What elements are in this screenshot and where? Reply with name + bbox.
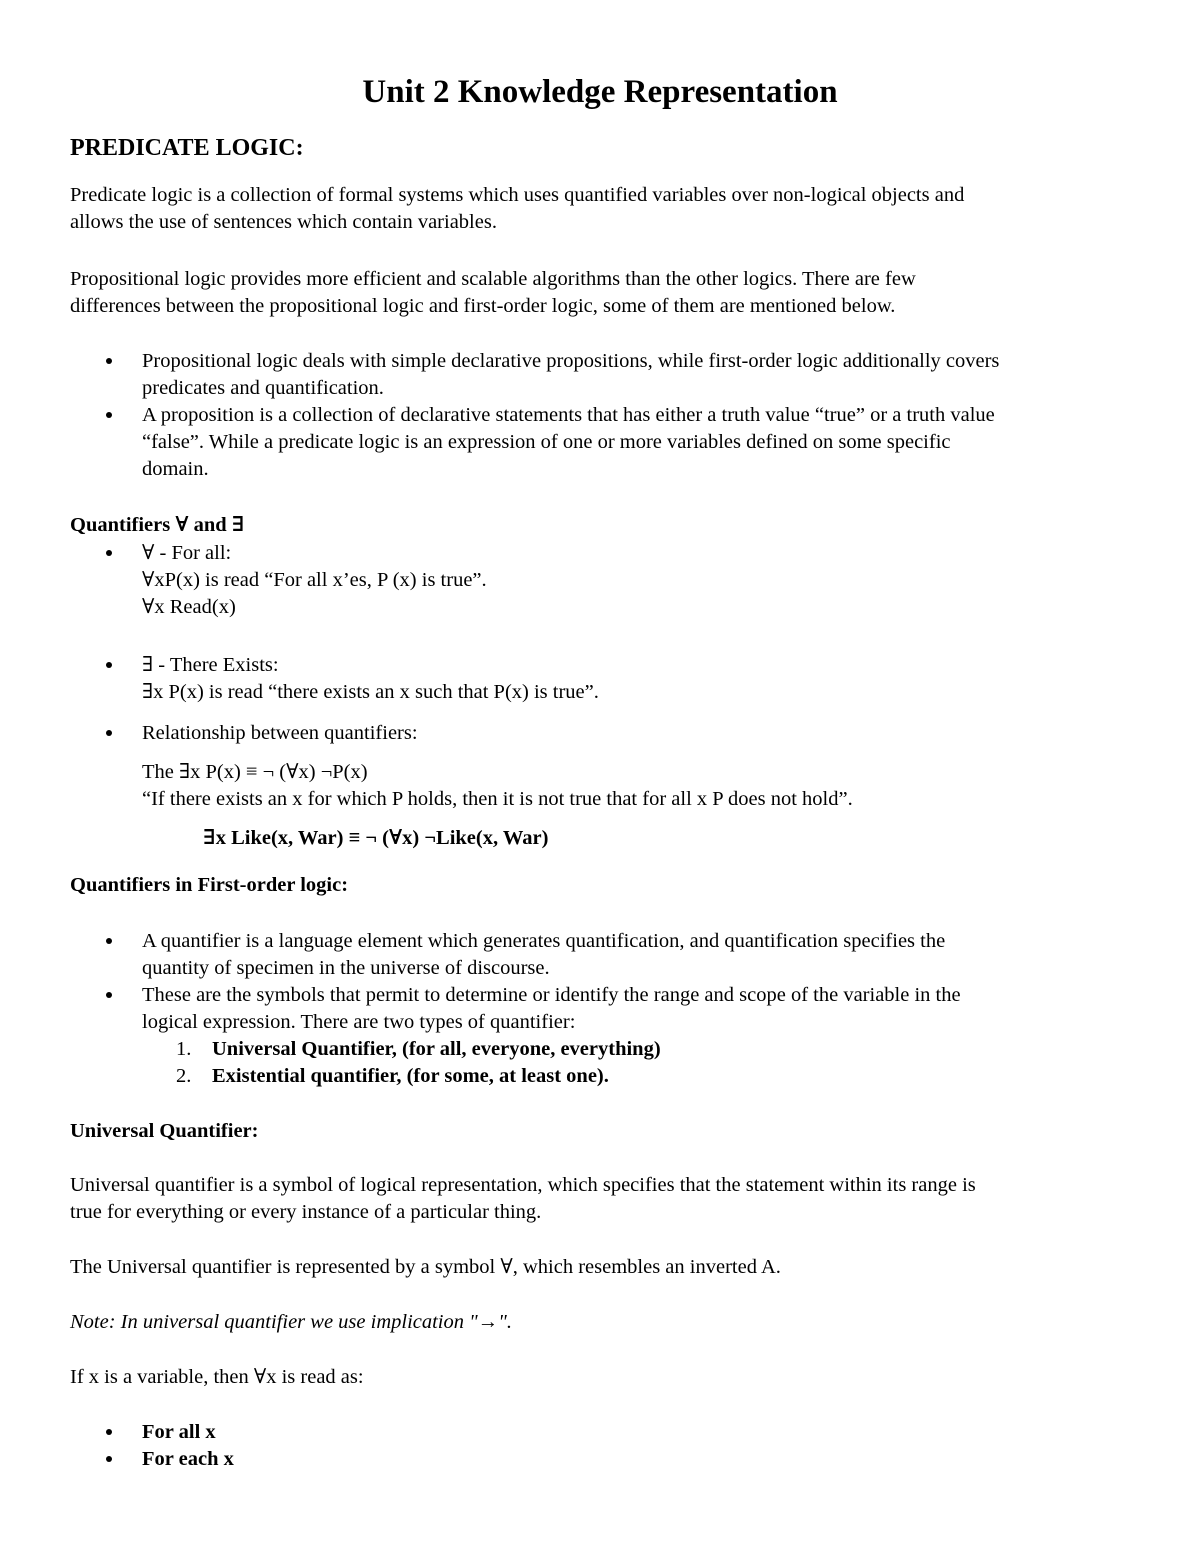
list-item-for-each-x: For each x (142, 1448, 234, 1470)
list-item-line: predicates and quantification. (142, 377, 384, 399)
bullet-dot (106, 550, 112, 556)
bullet-dot (106, 412, 112, 418)
section-heading-quantifiers: Quantifiers ∀ and ∃ (70, 514, 245, 536)
forall-line: ∀xP(x) is read “For all x’es, P (x) is true”. (142, 569, 487, 591)
list-item-line: domain. (142, 458, 209, 480)
paragraph-line: Predicate logic is a collection of formal systems which uses quantified variables over non-logical objects and (70, 184, 965, 206)
bullet-dot (106, 992, 112, 998)
bullet-dot (106, 1429, 112, 1435)
forall-label: ∀ - For all: (142, 542, 232, 564)
paragraph-line: differences between the propositional logic and first-order logic, some of them are mentioned below. (70, 295, 896, 317)
bullet-dot (106, 1456, 112, 1462)
bullet-dot (106, 358, 112, 364)
relationship-formula: ∃x Like(x, War) ≡ ¬ (∀x) ¬Like(x, War) (203, 827, 549, 849)
bullet-dot (106, 730, 112, 736)
paragraph-line: Propositional logic provides more efficient and scalable algorithms than the other logics. There are few (70, 268, 916, 290)
section-heading-fol-quantifiers: Quantifiers in First-order logic: (70, 874, 349, 896)
numbered-item-text: Universal Quantifier, (for all, everyone, everything) (212, 1038, 661, 1060)
forall-line: ∀x Read(x) (142, 596, 236, 618)
paragraph-line: true for everything or every instance of a particular thing. (70, 1201, 542, 1223)
relationship-label: Relationship between quantifiers: (142, 722, 418, 744)
numbered-item-number: 1. (176, 1038, 192, 1060)
note-line: Note: In universal quantifier we use implication "→". (70, 1311, 512, 1333)
section-heading-predicate-logic: PREDICATE LOGIC: (70, 135, 304, 161)
list-item-line: Propositional logic deals with simple declarative propositions, while first-order logic additionally covers (142, 350, 1000, 372)
paragraph-line: allows the use of sentences which contain variables. (70, 211, 497, 233)
list-item-line: “false”. While a predicate logic is an expression of one or more variables defined on some specific (142, 431, 951, 453)
list-item-for-all-x: For all x (142, 1421, 216, 1443)
exists-label: ∃ - There Exists: (142, 654, 279, 676)
numbered-item-text: Existential quantifier, (for some, at least one). (212, 1065, 609, 1087)
paragraph-line: If x is a variable, then ∀x is read as: (70, 1366, 364, 1388)
numbered-item-number: 2. (176, 1065, 192, 1087)
list-item-line: These are the symbols that permit to determine or identify the range and scope of the variable in the (142, 984, 961, 1006)
section-heading-universal-quantifier: Universal Quantifier: (70, 1120, 259, 1142)
paragraph-line: Universal quantifier is a symbol of logical representation, which specifies that the statement within its range is (70, 1174, 976, 1196)
list-item-line: logical expression. There are two types of quantifier: (142, 1011, 576, 1033)
exists-line: ∃x P(x) is read “there exists an x such that P(x) is true”. (142, 681, 599, 703)
bullet-dot (106, 938, 112, 944)
list-item-line: A quantifier is a language element which generates quantification, and quantification specifies the (142, 930, 946, 952)
relationship-line: “If there exists an x for which P holds, then it is not true that for all x P does not hold”. (142, 788, 853, 810)
page-title: Unit 2 Knowledge Representation (362, 74, 838, 110)
paragraph-line: The Universal quantifier is represented by a symbol ∀, which resembles an inverted A. (70, 1256, 781, 1278)
bullet-dot (106, 662, 112, 668)
relationship-line: The ∃x P(x) ≡ ¬ (∀x) ¬P(x) (142, 761, 368, 783)
list-item-line: quantity of specimen in the universe of discourse. (142, 957, 550, 979)
list-item-line: A proposition is a collection of declarative statements that has either a truth value “true” or a truth value (142, 404, 995, 426)
